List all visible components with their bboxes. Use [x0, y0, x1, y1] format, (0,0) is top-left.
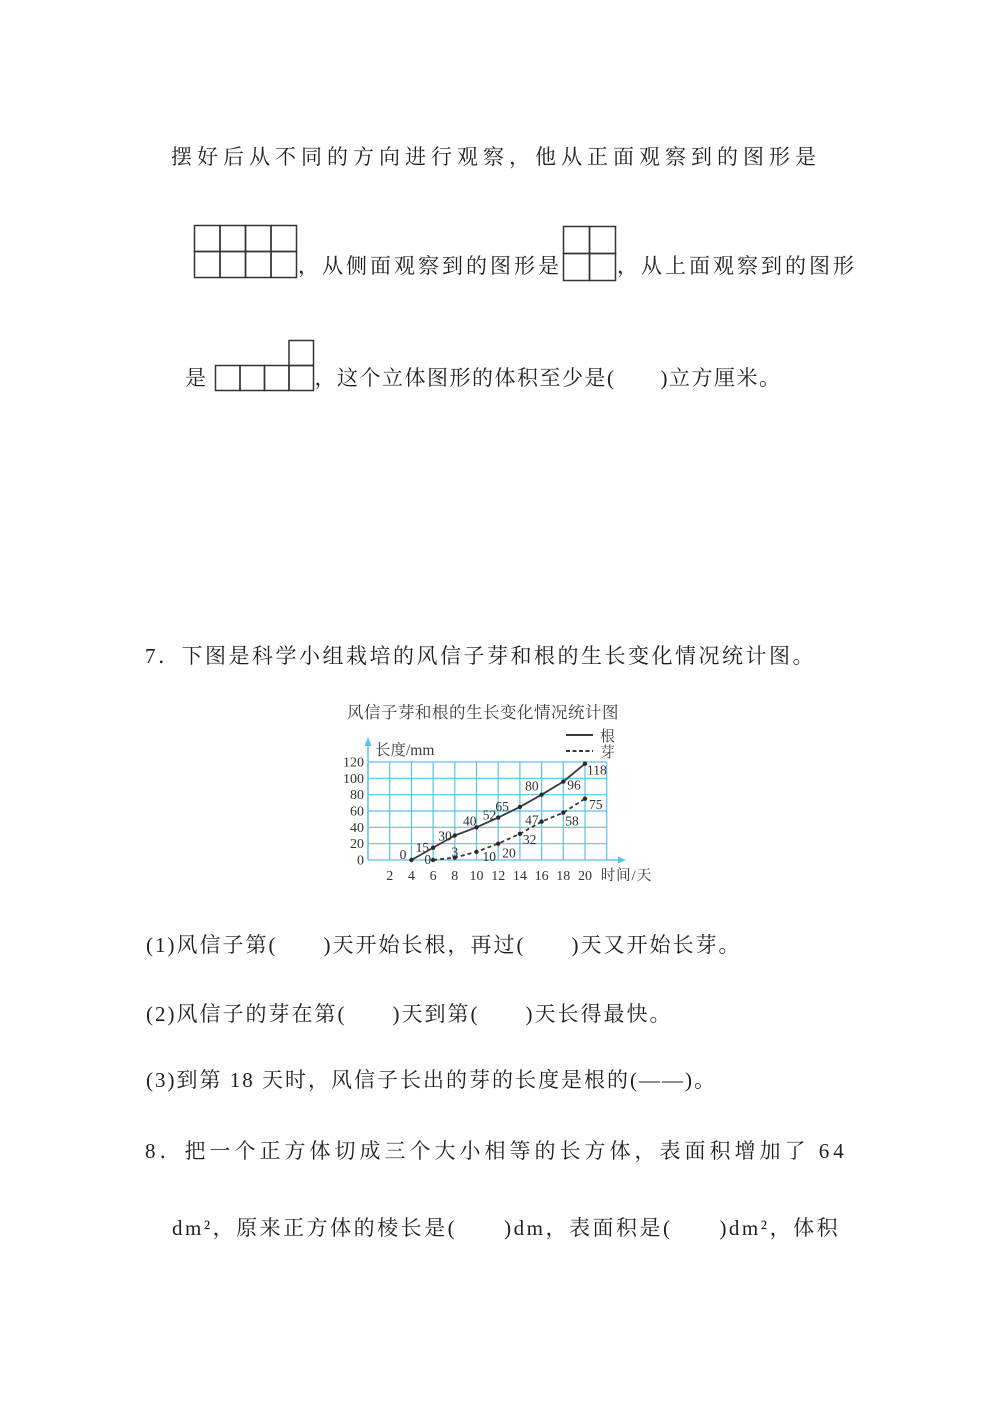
svg-text:118: 118	[587, 762, 607, 778]
svg-text:47: 47	[525, 812, 539, 828]
svg-text:10: 10	[482, 848, 496, 864]
svg-text:10: 10	[469, 869, 484, 884]
growth-chart	[330, 698, 680, 898]
svg-text:75: 75	[589, 796, 603, 812]
svg-text:40: 40	[350, 820, 364, 836]
svg-text:18: 18	[556, 869, 571, 884]
svg-text:0: 0	[399, 847, 407, 862]
svg-text:2: 2	[386, 869, 394, 884]
svg-text:0: 0	[357, 853, 364, 869]
question7-stem: 7．下图是科学小组栽培的风信子芽和根的生长变化情况统计图。	[145, 644, 816, 668]
svg-text:80: 80	[525, 778, 539, 794]
svg-text:15: 15	[415, 839, 430, 855]
question8-stem: 8．把一个正方体切成三个大小相等的长方体，表面积增加了 64	[145, 1139, 848, 1163]
top-view-pre-text: 是	[185, 366, 208, 390]
svg-text:14: 14	[512, 869, 527, 884]
svg-text:16: 16	[534, 869, 549, 884]
top-view-row	[185, 341, 782, 392]
svg-text:12: 12	[491, 869, 506, 884]
svg-text:40: 40	[463, 813, 477, 829]
svg-text:风信子芽和根的生长变化情况统计图: 风信子芽和根的生长变化情况统计图	[347, 703, 619, 722]
svg-text:30: 30	[438, 828, 452, 844]
svg-text:8: 8	[451, 869, 459, 884]
svg-text:60: 60	[350, 804, 364, 820]
volume-question-text: ，这个立体图形的体积至少是( )立方厘米。	[314, 366, 782, 390]
svg-text:芽: 芽	[600, 745, 616, 761]
front-view-grid-figure	[193, 224, 298, 279]
question7-sub3: (3)到第 18 天时，风信子长出的芽的长度是根的(——)。	[146, 1068, 717, 1092]
svg-text:长度/mm: 长度/mm	[375, 742, 435, 759]
svg-text:4: 4	[407, 869, 415, 884]
top-view-text: ，从上面观察到的图形	[617, 254, 857, 278]
svg-text:6: 6	[429, 869, 437, 884]
top-view-grid-figure	[214, 339, 315, 392]
svg-text:0: 0	[424, 852, 432, 867]
svg-text:32: 32	[522, 831, 537, 847]
svg-text:100: 100	[343, 771, 364, 787]
question7-sub1: (1)风信子第( )天开始长根，再过( )天又开始长芽。	[146, 933, 742, 957]
svg-text:52: 52	[482, 807, 497, 823]
question7-sub2: (2)风信子的芽在第( )天到第( )天长得最快。	[146, 1002, 673, 1026]
side-view-text: ，从侧面观察到的图形是	[298, 254, 562, 278]
side-view-grid-figure	[562, 225, 617, 282]
svg-text:根: 根	[600, 729, 616, 745]
svg-text:80: 80	[350, 788, 364, 804]
svg-text:120: 120	[343, 755, 364, 771]
views-row	[193, 226, 857, 280]
svg-text:20: 20	[502, 845, 516, 861]
question8-stem-line2: dm²，原来正方体的棱长是( )dm，表面积是( )dm²，体积	[172, 1216, 841, 1240]
observe-paragraph-line1: 摆好后从不同的方向进行观察，他从正面观察到的图形是	[171, 145, 821, 169]
svg-text:20: 20	[578, 869, 592, 884]
svg-text:58: 58	[565, 813, 579, 829]
svg-text:时间/天: 时间/天	[600, 868, 653, 884]
svg-text:3: 3	[451, 844, 459, 860]
svg-text:65: 65	[495, 798, 509, 814]
svg-text:20: 20	[350, 837, 364, 853]
svg-text:96: 96	[567, 777, 581, 793]
